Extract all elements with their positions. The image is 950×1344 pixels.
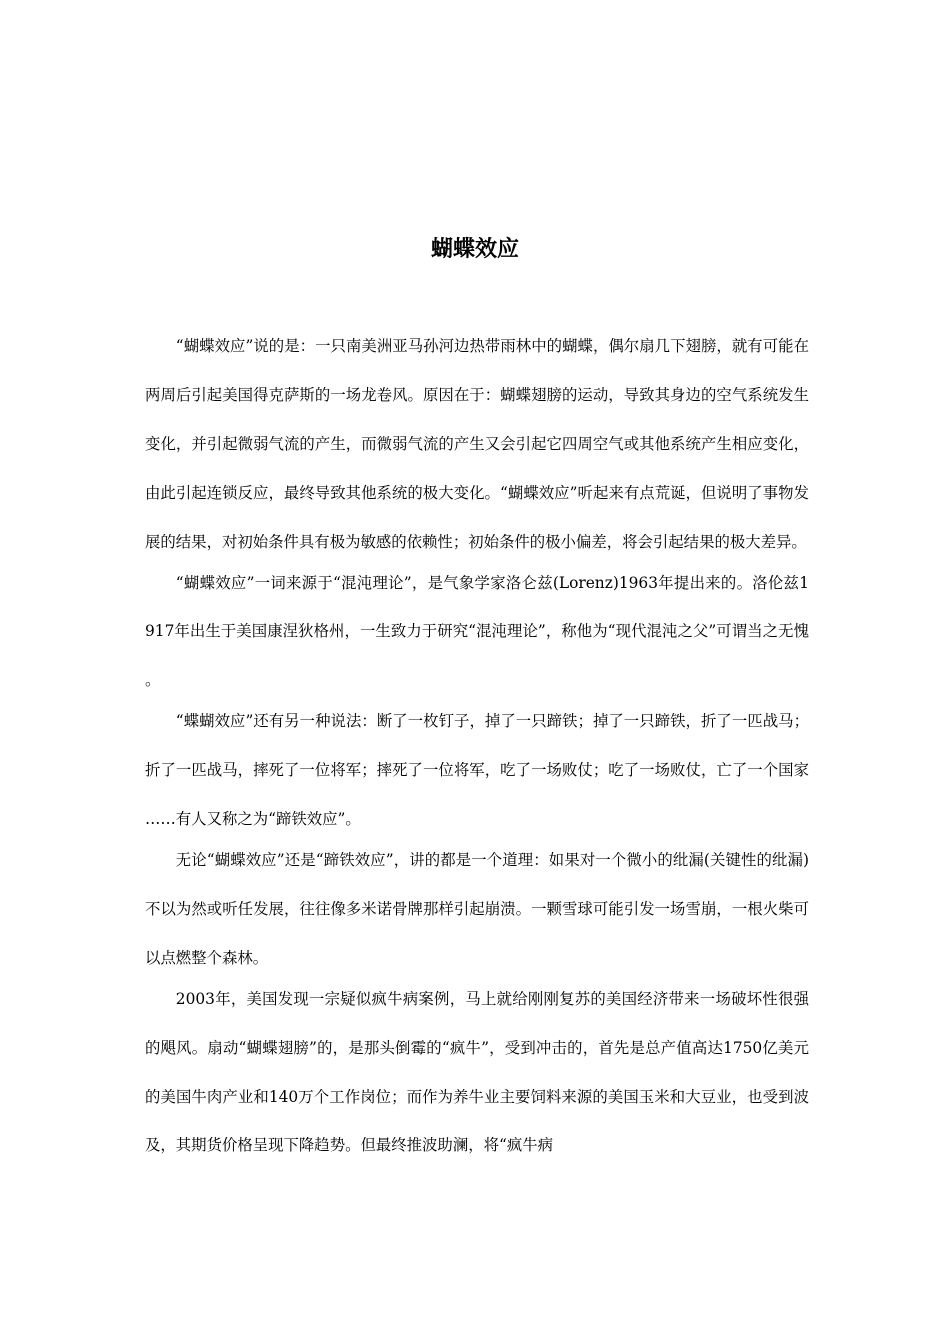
paragraph: “蝴蝶效应”一词来源于“混沌理论”，是气象学家洛仑兹(Lorenz)1963年提出来的。洛伦兹1917年出生于美国康涅狄格州，一生致力于研究“混沌理论”，称他为“现代混沌之父”可谓当之无愧。 (145, 573, 809, 690)
document-body (145, 322, 809, 1170)
document-title: 蝴蝶效应 (430, 237, 519, 262)
paragraph: 2003年，美国发现一宗疑似疯牛病案例，马上就给刚刚复苏的美国经济带来一场破坏性很强的飓风。扇动“蝴蝶翅膀”的，是那头倒霉的“疯牛”，受到冲击的，首先是总产值高达1750亿美元的美国牛肉产业和140万个工作岗位；而作为养牛业主要饲料来源的美国玉米和大豆业，也受到波及，其期货价格呈现下降趋势。但最终推波助澜，将“疯牛病 (145, 989, 809, 1155)
paragraph: 无论“蝴蝶效应”还是“蹄铁效应”，讲的都是一个道理：如果对一个微小的纰漏(关键性的纰漏)不以为然或听任发展，往往像多米诺骨牌那样引起崩溃。一颗雪球可能引发一场雪崩，一根火柴可以点燃整个森林。 (145, 850, 809, 967)
paragraph: “蝴蝶效应”说的是：一只南美洲亚马孙河边热带雨林中的蝴蝶，偶尔扇几下翅膀，就有可能在两周后引起美国得克萨斯的一场龙卷风。原因在于：蝴蝶翅膀的运动，导致其身边的空气系统发生变化，并引起微弱气流的产生，而微弱气流的产生又会引起它四周空气或其他系统产生相应变化，由此引起连锁反应，最终导致其他系统的极大变化。“蝴蝶效应”听起来有点荒诞，但说明了事物发展的结果，对初始条件具有极为敏感的依赖性；初始条件的极小偏差，将会引起结果的极大差异。 (145, 337, 809, 551)
paragraph: “蝶蝴效应”还有另一种说法：断了一枚钉子，掉了一只蹄铁；掉了一只蹄铁，折了一匹战马；折了一匹战马，摔死了一位将军；摔死了一位将军，吃了一场败仗；吃了一场败仗，亡了一个国家……有人又称之为“蹄铁效应”。 (145, 712, 809, 829)
